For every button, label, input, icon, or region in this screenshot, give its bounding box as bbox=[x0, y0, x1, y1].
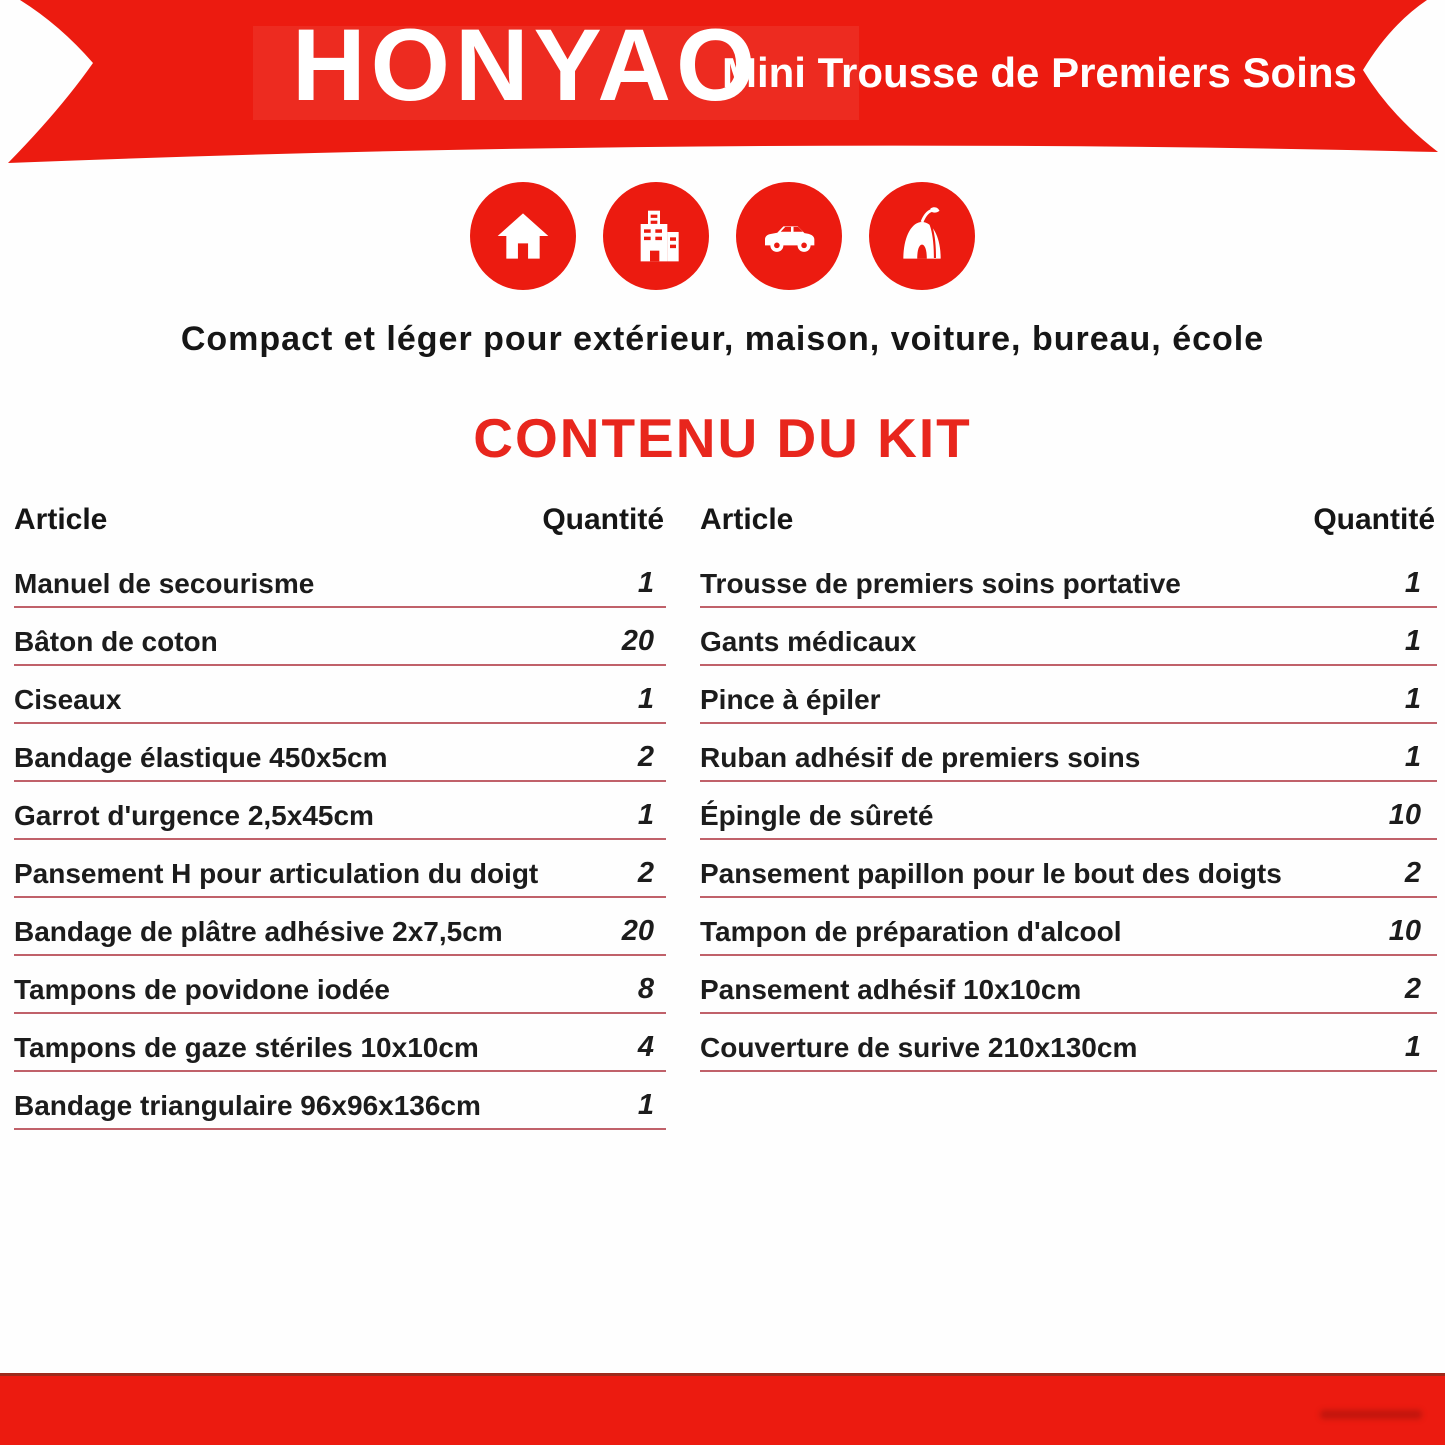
usage-icons-row bbox=[0, 182, 1445, 290]
table-row bbox=[700, 956, 1437, 1014]
table-header-row bbox=[700, 495, 1437, 550]
table-row bbox=[700, 782, 1437, 840]
table-row bbox=[700, 666, 1437, 724]
table-row bbox=[700, 550, 1437, 608]
brand-logo: HONYAO bbox=[292, 8, 761, 122]
car-icon-circle bbox=[736, 182, 842, 290]
table-row bbox=[700, 840, 1437, 898]
table-row bbox=[14, 1072, 666, 1130]
table-row bbox=[14, 898, 666, 956]
table-row bbox=[14, 956, 666, 1014]
table-row bbox=[14, 608, 666, 666]
item-quantity: 10 bbox=[1388, 799, 1421, 831]
item-name: Ruban adhésif de premiers soins bbox=[700, 742, 1141, 773]
table-row bbox=[700, 608, 1437, 666]
table-row bbox=[14, 724, 666, 782]
tent-icon-circle bbox=[869, 182, 975, 290]
table-row bbox=[14, 550, 666, 608]
item-quantity: 8 bbox=[637, 973, 654, 1005]
banner-subtitle: Mini Trousse de Premiers Soins bbox=[722, 49, 1357, 96]
item-name: Tampons de povidone iodée bbox=[14, 974, 390, 1005]
table-row bbox=[14, 840, 666, 898]
quantity-header: Quantité bbox=[1313, 503, 1435, 536]
item-quantity: 20 bbox=[621, 625, 654, 657]
item-quantity: 1 bbox=[637, 683, 654, 715]
tagline: Compact et léger pour extérieur, maison, voiture, bureau, école bbox=[180, 320, 1265, 358]
table-row bbox=[700, 1014, 1437, 1072]
item-quantity: 1 bbox=[637, 799, 654, 831]
item-name: Pansement adhésif 10x10cm bbox=[700, 974, 1082, 1005]
tent-icon bbox=[890, 204, 954, 268]
section-title: CONTENU DU KIT bbox=[473, 407, 972, 469]
item-name: Trousse de premiers soins portative bbox=[700, 568, 1181, 599]
item-name: Tampons de gaze stériles 10x10cm bbox=[14, 1032, 479, 1063]
item-name: Bandage de plâtre adhésive 2x7,5cm bbox=[14, 916, 503, 947]
item-quantity: 1 bbox=[1404, 625, 1421, 657]
office-building-icon-circle bbox=[603, 182, 709, 290]
item-quantity: 2 bbox=[637, 857, 654, 889]
header-banner bbox=[0, 0, 1445, 200]
table-row bbox=[700, 898, 1437, 956]
item-name: Couverture de surive 210x130cm bbox=[700, 1032, 1138, 1063]
home-icon-circle bbox=[470, 182, 576, 290]
quantity-header: Quantité bbox=[542, 503, 664, 536]
item-quantity: 2 bbox=[1404, 857, 1421, 889]
kit-table-left bbox=[14, 495, 666, 1130]
item-quantity: 1 bbox=[1404, 741, 1421, 773]
item-name: Épingle de sûreté bbox=[700, 800, 934, 831]
item-quantity: 2 bbox=[637, 741, 654, 773]
item-quantity: 2 bbox=[1404, 973, 1421, 1005]
car-icon bbox=[757, 204, 821, 268]
table-row bbox=[700, 724, 1437, 782]
item-quantity: 1 bbox=[637, 567, 654, 599]
item-name: Manuel de secourisme bbox=[14, 568, 315, 599]
item-name: Pansement papillon pour le bout des doigts bbox=[700, 858, 1282, 889]
item-quantity: 1 bbox=[1404, 683, 1421, 715]
item-name: Ciseaux bbox=[14, 684, 122, 715]
table-row bbox=[14, 666, 666, 724]
item-name: Bandage triangulaire 96x96x136cm bbox=[14, 1090, 481, 1121]
item-quantity: 10 bbox=[1388, 915, 1421, 947]
table-row bbox=[14, 1014, 666, 1072]
item-name: Pince à épiler bbox=[700, 684, 881, 715]
item-quantity: 1 bbox=[1404, 567, 1421, 599]
item-quantity: 1 bbox=[1404, 1031, 1421, 1063]
item-quantity: 4 bbox=[637, 1031, 654, 1063]
article-header: Article bbox=[14, 503, 108, 536]
item-name: Bandage élastique 450x5cm bbox=[14, 742, 388, 773]
table-rows-right bbox=[700, 550, 1437, 1072]
item-quantity: 1 bbox=[637, 1089, 654, 1121]
item-name: Tampon de préparation d'alcool bbox=[700, 916, 1122, 947]
home-icon bbox=[491, 204, 555, 268]
article-header: Article bbox=[700, 503, 794, 536]
table-header-row bbox=[14, 495, 666, 550]
kit-table-right bbox=[700, 495, 1437, 1072]
item-name: Pansement H pour articulation du doigt bbox=[14, 858, 539, 889]
table-rows-left bbox=[14, 550, 666, 1130]
item-name: Gants médicaux bbox=[700, 626, 917, 657]
watermark-smudge bbox=[1320, 1410, 1422, 1419]
item-name: Bâton de coton bbox=[14, 626, 218, 657]
table-row bbox=[14, 782, 666, 840]
item-name: Garrot d'urgence 2,5x45cm bbox=[14, 800, 374, 831]
bottom-red-band bbox=[0, 1373, 1445, 1445]
office-building-icon bbox=[624, 204, 688, 268]
item-quantity: 20 bbox=[621, 915, 654, 947]
